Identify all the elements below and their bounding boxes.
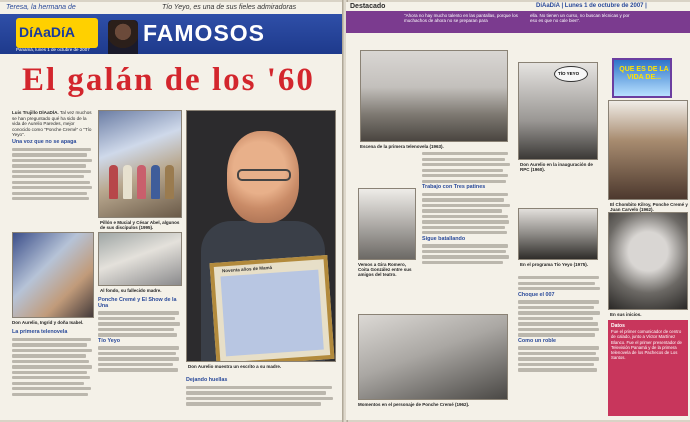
facts-body: Fue el primer comunicador de centro de calado, junto a Víctor Martínez Blanco. Fue el primer presentador de Televisión Panamá y de la primera telenovela de los Pachecos de Los Santos. bbox=[611, 329, 682, 361]
pull-quote-part-2: ella. No tienen un curso, no buscan técnicas y por eso es que no cale bien". bbox=[530, 13, 630, 23]
caption-stage: Pillón e Mucial y César Abel, algunos de sus discípulos (1995). bbox=[100, 220, 180, 230]
caption-portrait: Don Aurelio muestra un escrito a su madre. bbox=[188, 364, 282, 369]
caption-comedians: El Chombito Kilroy, Ponche Cremé y Juan Carvelo (1962). bbox=[610, 202, 688, 212]
article-column-2 bbox=[98, 296, 182, 376]
photo-comedians-trio bbox=[608, 100, 688, 200]
photo-theatre-friends bbox=[358, 188, 416, 260]
subhead-roble: Como un roble bbox=[518, 337, 557, 344]
brand-line: DíAaDíA | Lunes 1 de octubre de 2007 | bbox=[536, 3, 647, 9]
subhead-yeyo: Tío Yeyo bbox=[98, 337, 121, 344]
subhead-telenovela: La primera telenovela bbox=[12, 329, 68, 335]
host-photo bbox=[108, 20, 138, 54]
subhead-show: Ponche Cremé y El Show de la Una bbox=[98, 297, 177, 309]
caption-ponche: Momentos en el personaje de Ponche Cremé (1962). bbox=[358, 402, 470, 407]
caption-telenovela: Escena de la primera telenovela (1963). bbox=[360, 144, 444, 149]
frame-title: Noventa años de Mamá bbox=[221, 264, 273, 274]
pull-quote-part-1: "Ahora no hay mucho talento en las pantallas, porque los muchachos de ahora no se preparan para bbox=[404, 13, 518, 23]
show-logo-text: QUE ES DE LA VIDA DE... bbox=[619, 66, 669, 81]
subhead-007: Choque el 007 bbox=[518, 291, 555, 298]
top-strap bbox=[0, 2, 343, 14]
photo-ponche-creme bbox=[358, 314, 508, 400]
logo-pill-text: TÍO YEYO bbox=[558, 71, 580, 76]
facts-box bbox=[608, 320, 688, 416]
section-title: FAMOSOS bbox=[143, 20, 266, 46]
headline: El galán de los '60 bbox=[22, 62, 315, 98]
right-page bbox=[346, 2, 690, 420]
article-column-1 bbox=[12, 110, 94, 228]
article-column-3 bbox=[12, 328, 94, 418]
show-logo bbox=[612, 58, 672, 98]
byline: Luis Trujillo DÍAaDÍA. bbox=[12, 110, 59, 115]
section-label: Destacado bbox=[350, 3, 386, 10]
pull-quote-bar bbox=[346, 11, 690, 33]
article-column-r2 bbox=[518, 274, 602, 418]
photo-early-years bbox=[608, 212, 688, 310]
photo-main-portrait bbox=[186, 110, 336, 362]
newspaper-logo bbox=[16, 18, 98, 48]
facts-title: Datos bbox=[611, 323, 625, 329]
intro-text: Tal vez muchos se han preguntado qué ha sido de la vida de Aurelio Paredes, mejor conocido como "Ponche Cremé" o "Tío Yeyo". bbox=[12, 110, 92, 138]
article-column-r1 bbox=[422, 150, 512, 300]
caption-old: Al fondo, su fallecido madre. bbox=[100, 288, 162, 293]
logo-text: DíAaDíA bbox=[19, 24, 76, 40]
caption-theatre: Vemos a Gira Romero, Coita González entre sus amigos del teatro. bbox=[358, 262, 412, 277]
subhead-tres-patines: Trabajo con Tres patines bbox=[422, 184, 486, 190]
tio-yeyo-logo bbox=[554, 66, 588, 82]
section-masthead bbox=[0, 14, 343, 54]
subhead-voice: Una voz que no se apaga bbox=[12, 138, 77, 145]
topline-left: Teresa, la hermana de bbox=[6, 4, 76, 11]
subhead-batallando: Sigue batallando bbox=[422, 235, 466, 242]
subhead-huellas: Dejando huellas bbox=[186, 377, 228, 383]
caption-program: En el programa Tío Yeyo (1975). bbox=[520, 262, 588, 267]
photo-tio-yeyo-program bbox=[518, 208, 598, 260]
caption-family: Don Aurelio, Ingrid y doña Isabel. bbox=[12, 320, 84, 325]
issue-date: Panamá, lunes 1 de octubre de 2007 bbox=[16, 47, 90, 52]
caption-early: En sus inicios. bbox=[610, 312, 642, 317]
article-column-4 bbox=[186, 376, 336, 418]
left-page bbox=[0, 2, 343, 420]
photo-stage-group bbox=[98, 110, 182, 218]
topline-right: Tío Yeyo, es una de sus fieles admiradoras bbox=[162, 4, 297, 11]
caption-rpc: Don Aurelio en la inauguración de RPC (1960). bbox=[520, 162, 593, 172]
framed-document bbox=[210, 255, 335, 362]
photo-telenovela-scene bbox=[360, 50, 508, 142]
photo-family bbox=[12, 232, 94, 318]
photo-old-woman bbox=[98, 232, 182, 286]
